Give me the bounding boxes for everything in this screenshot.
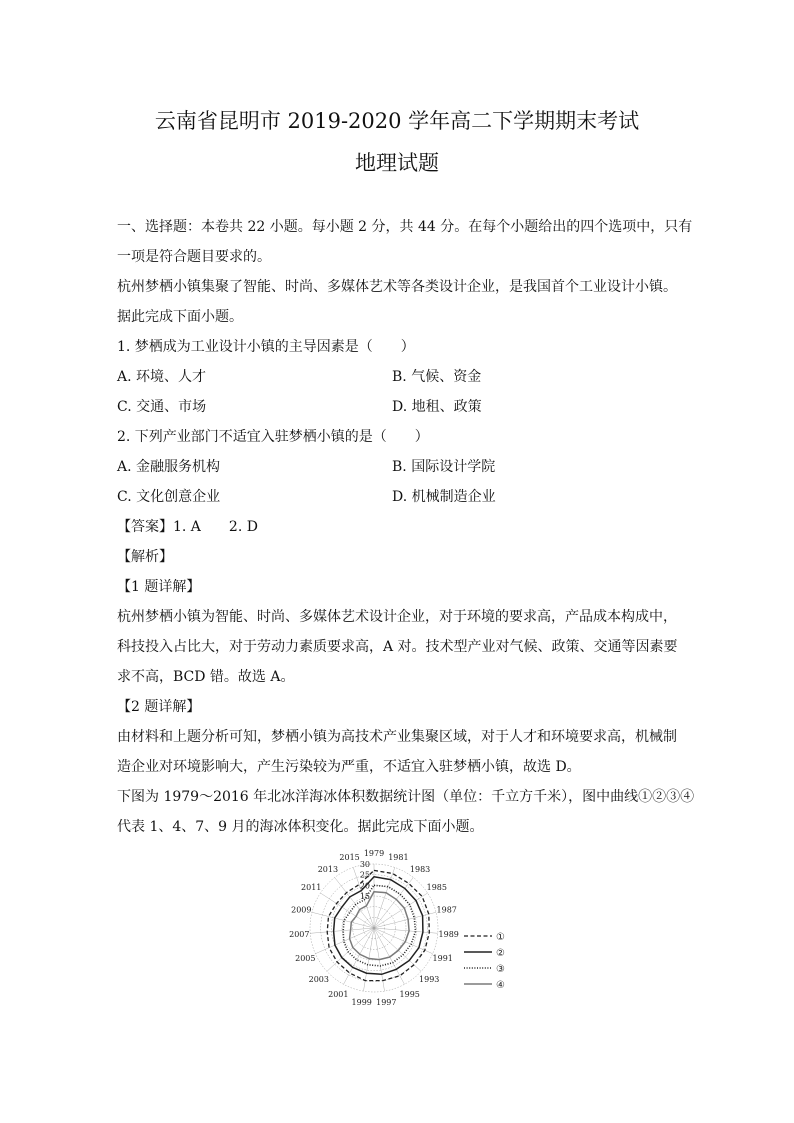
question-2-option-b: B. 国际设计学院 bbox=[392, 459, 496, 475]
year-label-2007: 2007 bbox=[289, 930, 310, 940]
legend-label-4: ④ bbox=[496, 980, 505, 991]
section-header-line-1: 一、选择题：本卷共 22 小题。每小题 2 分，共 44 分。在每个小题给出的四个选项中，只有 bbox=[117, 219, 693, 235]
analysis-heading: 【解析】 bbox=[117, 549, 173, 565]
year-label-1997: 1997 bbox=[376, 998, 397, 1006]
grid-spoke bbox=[315, 928, 374, 954]
radial-tick-15: 15 bbox=[359, 892, 370, 901]
radial-tick-20: 20 bbox=[359, 881, 370, 891]
question-1-option-c: C. 交通、市场 bbox=[117, 399, 207, 415]
year-label-2001: 2001 bbox=[328, 990, 349, 999]
material-1-line-2: 据此完成下面小题。 bbox=[117, 309, 243, 325]
question-2-option-a: A. 金融服务机构 bbox=[117, 459, 221, 475]
grid-spoke bbox=[374, 867, 395, 928]
detail-2-line-1: 由材料和上题分析可知，梦栖小镇为高技术产业集聚区域，对于人才和环境要求高，机械制 bbox=[117, 729, 677, 745]
radar-series bbox=[327, 870, 429, 980]
year-label-1989: 1989 bbox=[438, 930, 459, 940]
radar-series-3 bbox=[343, 885, 415, 966]
question-2-option-c: C. 文化创意企业 bbox=[117, 489, 221, 505]
detail-2-heading: 【2 题详解】 bbox=[117, 699, 201, 715]
year-label-1999: 1999 bbox=[351, 998, 372, 1006]
radial-tick-30: 30 bbox=[359, 860, 370, 869]
question-2-stem: 2. 下列产业部门不适宜入驻梦栖小镇的是（ ） bbox=[117, 429, 429, 445]
legend-label-1: ① bbox=[496, 932, 505, 943]
detail-1-heading: 【1 题详解】 bbox=[117, 579, 201, 595]
material-2-line-2: 代表 1、4、7、9 月的海冰体积变化。据此完成下面小题。 bbox=[117, 819, 484, 835]
year-label-1991: 1991 bbox=[432, 954, 453, 964]
grid-spoke bbox=[374, 928, 433, 954]
question-1-stem: 1. 梦栖成为工业设计小镇的主导因素是（ ） bbox=[117, 339, 415, 355]
legend-label-2: ② bbox=[496, 948, 505, 959]
radar-grid bbox=[310, 864, 438, 992]
question-1-option-a: A. 环境、人才 bbox=[117, 369, 207, 385]
year-label-1981: 1981 bbox=[388, 853, 409, 863]
radar-radial-ticks bbox=[360, 860, 370, 901]
detail-1-line-3: 求不高，BCD 错。故选 A。 bbox=[117, 669, 295, 685]
year-label-2011: 2011 bbox=[301, 883, 322, 892]
grid-spoke bbox=[374, 912, 436, 928]
document-title: 云南省昆明市 2019-2020 学年高二下学期期末考试 bbox=[154, 109, 640, 133]
year-label-2003: 2003 bbox=[308, 974, 329, 984]
year-label-2013: 2013 bbox=[317, 864, 339, 874]
radar-series-1 bbox=[327, 870, 429, 980]
document-subtitle: 地理试题 bbox=[355, 151, 439, 175]
material-1-line-1: 杭州梦栖小镇集聚了智能、时尚、多媒体艺术等各类设计企业，是我国首个工业设计小镇。 bbox=[117, 279, 677, 295]
year-label-2009: 2009 bbox=[291, 905, 312, 915]
year-label-1995: 1995 bbox=[399, 990, 420, 999]
year-label-2005: 2005 bbox=[295, 954, 316, 964]
year-label-1987: 1987 bbox=[436, 905, 457, 915]
detail-1-line-2: 科技投入占比大，对于劳动力素质要求高，A 对。技术型产业对气候、政策、交通等因素要 bbox=[117, 639, 678, 655]
legend-label-3: ③ bbox=[496, 964, 505, 975]
material-2-line-1: 下图为 1979～2016 年北冰洋海冰体积数据统计图（单位：千立方千米），图中曲线①②③④ bbox=[117, 789, 695, 805]
year-label-1979: 1979 bbox=[363, 849, 385, 858]
question-1-option-b: B. 气候、资金 bbox=[392, 369, 482, 385]
question-1-option-d: D. 地租、政策 bbox=[392, 399, 482, 415]
radar-legend bbox=[464, 932, 505, 991]
detail-1-line-1: 杭州梦栖小镇为智能、时尚、多媒体艺术设计企业，对于环境的要求高，产品成本构成中， bbox=[117, 609, 677, 625]
detail-2-line-2: 造企业对环境影响大，产生污染较为严重，不适宜入驻梦栖小镇，故选 D。 bbox=[117, 759, 581, 775]
radial-tick-25: 25 bbox=[359, 870, 370, 880]
question-2-option-d: D. 机械制造企业 bbox=[392, 489, 496, 505]
year-label-1985: 1985 bbox=[426, 883, 447, 892]
year-label-1983: 1983 bbox=[409, 864, 431, 874]
year-label-1993: 1993 bbox=[419, 974, 440, 984]
sea-ice-radar-figure bbox=[278, 842, 518, 1006]
radar-series-4 bbox=[350, 892, 410, 960]
section-header-line-2: 一项是符合题目要求的。 bbox=[117, 249, 271, 265]
year-label-2015: 2015 bbox=[339, 853, 360, 863]
answer-line: 【答案】1. A 2. D bbox=[117, 519, 258, 535]
